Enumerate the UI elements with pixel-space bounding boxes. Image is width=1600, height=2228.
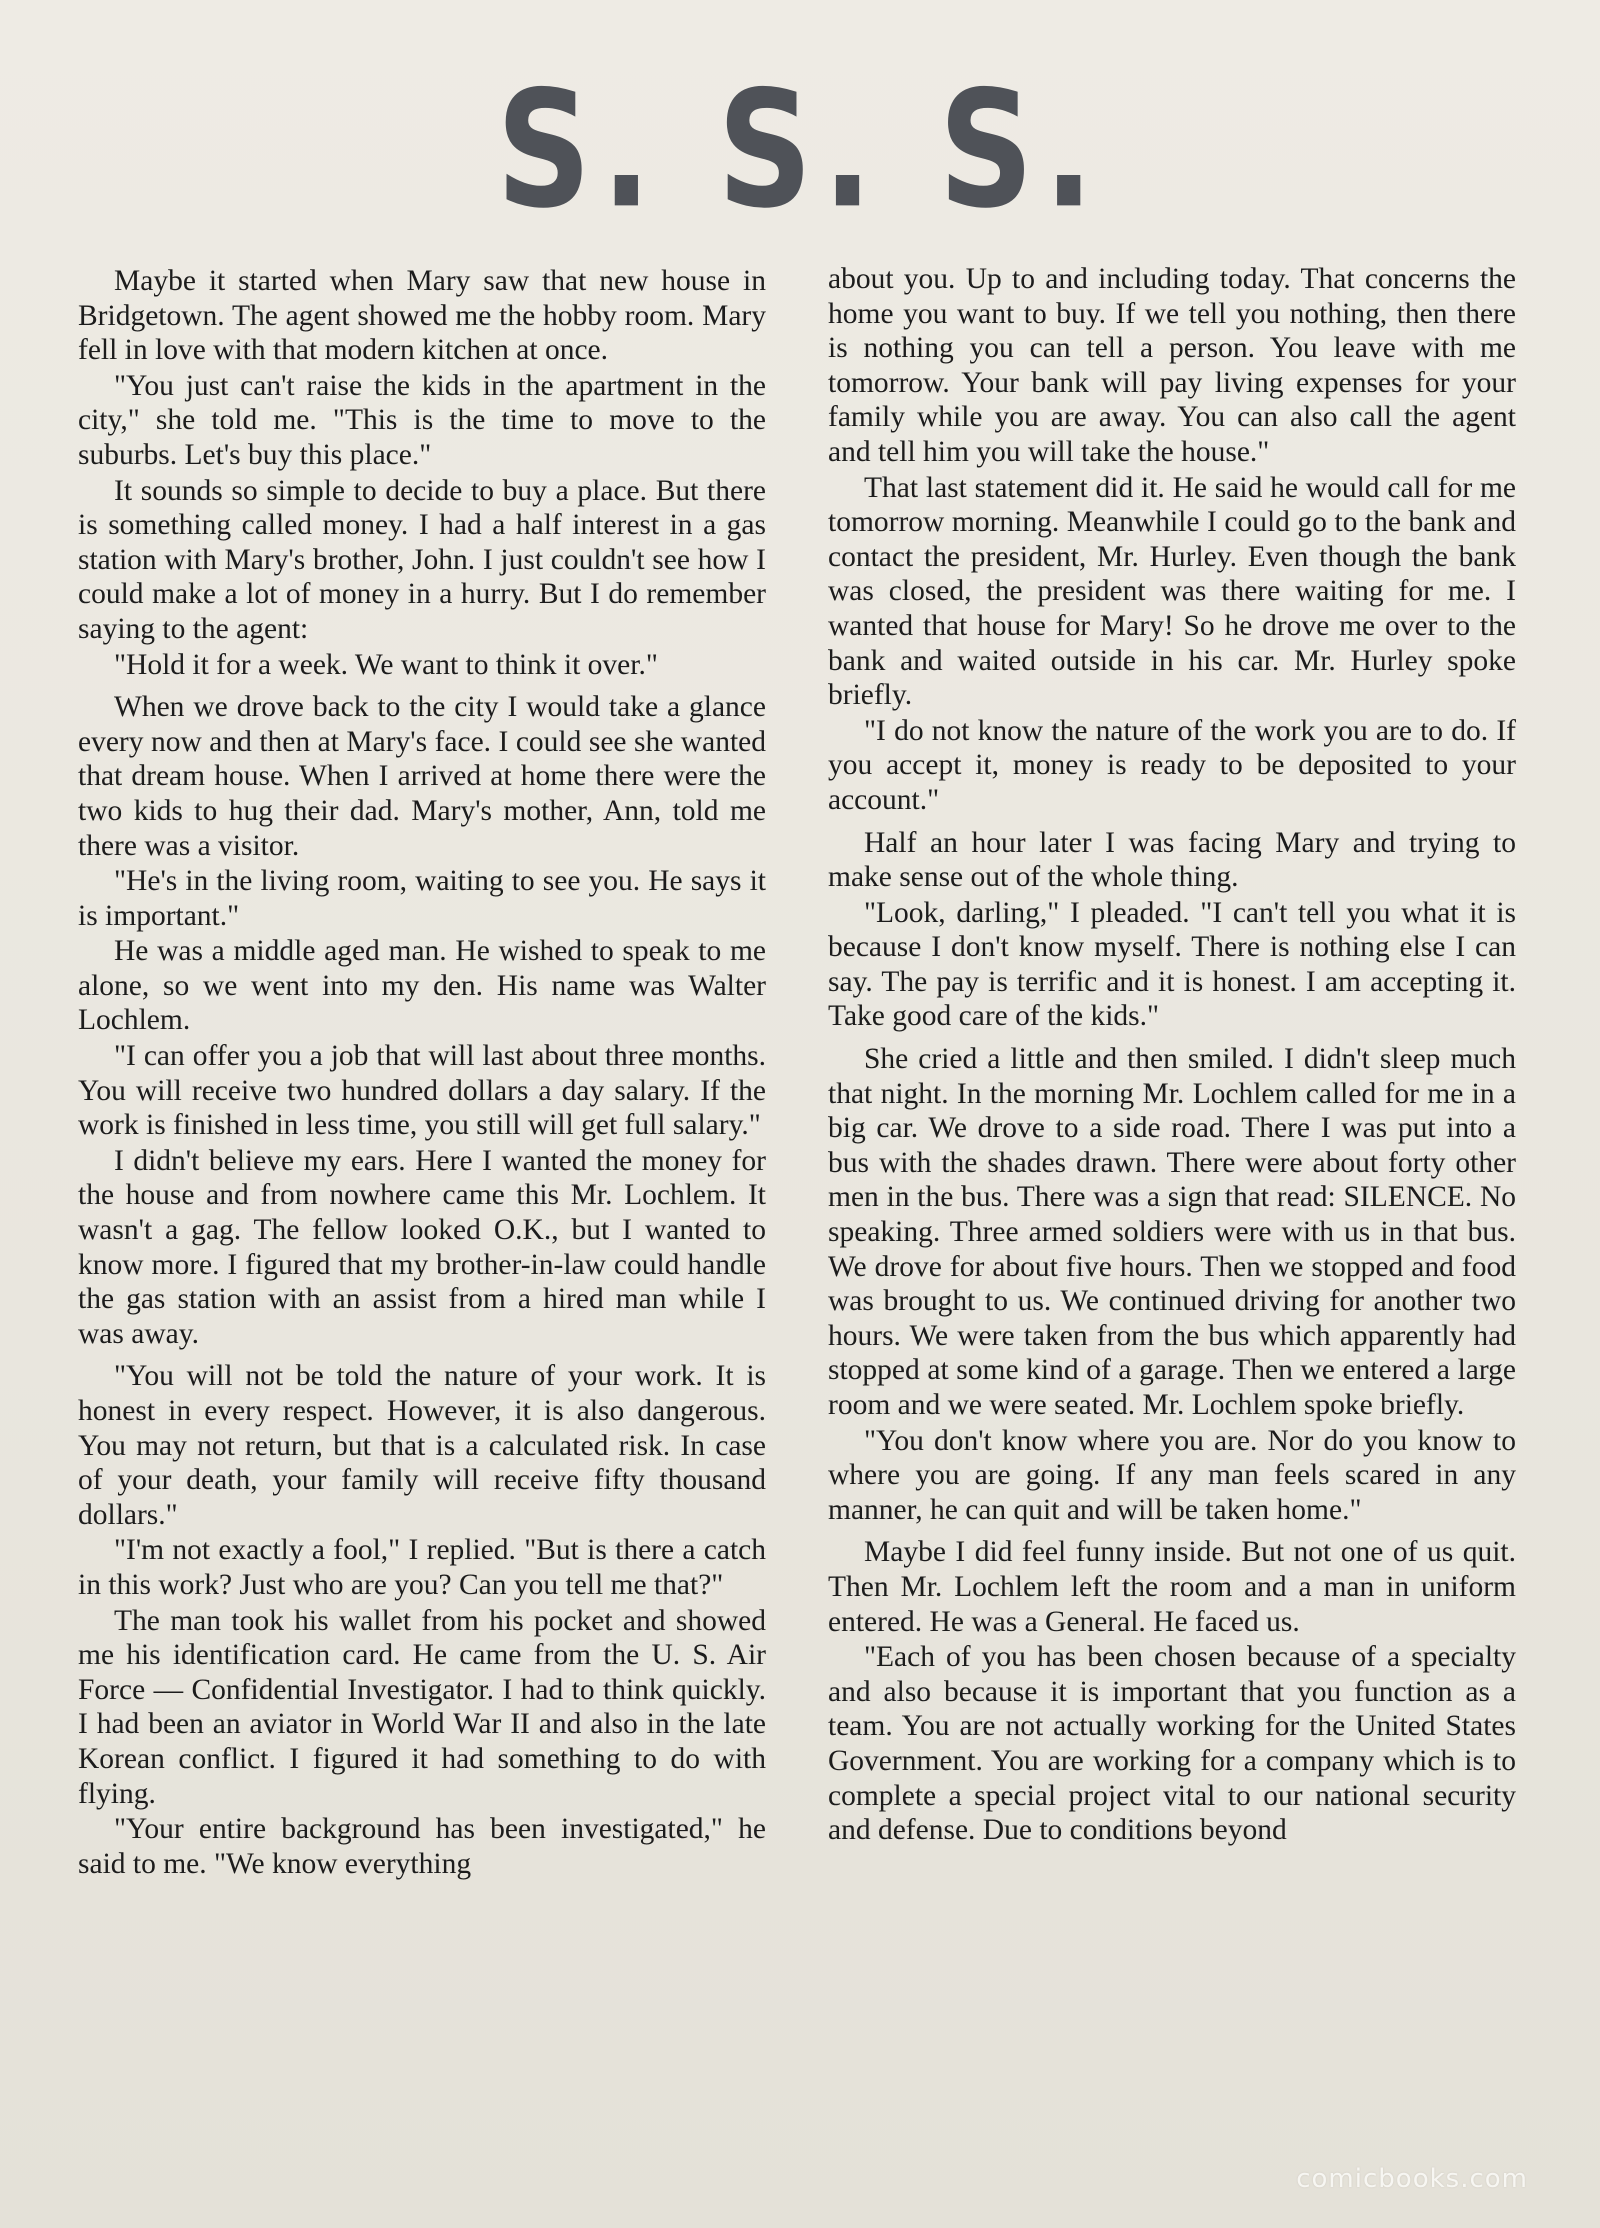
paragraph: "I'm not exactly a fool," I replied. "But is there a catch in this work? Just who are you? Can you tell me that?": [78, 1534, 766, 1601]
paragraph: He was a middle aged man. He wished to speak to me alone, so we went into my den. His name was Walter Lochlem.: [78, 935, 766, 1037]
text-column-left: [78, 264, 766, 1881]
paragraph: That last statement did it. He said he would call for me tomorrow morning. Meanwhile I could go to the bank and contact the president, Mr. Hurley. Even though the bank was closed, the president was there waiting for me. I wanted that house for Mary! So he drove me over to the bank and waited outside in his car. Mr. Hurley spoke briefly.: [828, 471, 1516, 712]
paragraph: Maybe it started when Mary saw that new house in Bridgetown. The agent showed me the hobby room. Mary fell in love with that modern kitchen at once.: [78, 265, 766, 367]
story-title: S. S. S.: [496, 56, 1104, 245]
paragraph: "I do not know the nature of the work you are to do. If you accept it, money is ready to be deposited to your account.": [828, 714, 1516, 816]
paragraph: When we drove back to the city I would take a glance every now and then at Mary's face. I could see she wanted that dream house. When I arrived at home there were the two kids to hug their dad. Mary's mother, Ann, told me there was a visitor.: [78, 691, 766, 862]
text-column-right: [828, 262, 1516, 1848]
paragraph: "Hold it for a week. We want to think it over.": [114, 648, 658, 681]
paragraph: She cried a little and then smiled. I didn't sleep much that night. In the morning Mr. Lochlem called for me in a big car. We drove to a side road. There I was put into a bus with the shades drawn. There were about forty other men in the bus. There was a sign that read: SILENCE. No speaking. Three armed soldiers were with us in that bus. We drove for about five hours. Then we stopped and food was brought to us. We continued driving for another two hours. We were taken from the bus which apparently had stopped at some kind of a garage. Then we entered a large room and we were seated. Mr. Lochlem spoke briefly.: [828, 1043, 1516, 1421]
paragraph: "You just can't raise the kids in the apartment in the city," she told me. "This is the time to move to the suburbs. Let's buy this place.": [78, 369, 766, 471]
paragraph: The man took his wallet from his pocket and showed me his identification card. He came from the U. S. Air Force — Confidential Investigator. I had to think quickly. I had been an aviator in World War II and also in the late Korean conflict. I figured it had something to do with flying.: [78, 1604, 766, 1810]
paragraph: "Look, darling," I pleaded. "I can't tell you what it is because I don't know myself. There is nothing else I can say. The pay is terrific and it is honest. I am accepting it. Take good care of the kids.": [828, 896, 1516, 1033]
paragraph: It sounds so simple to decide to buy a place. But there is something called money. I had a half interest in a gas station with Mary's brother, John. I just couldn't see how I could make a lot of money in a hurry. But I do remember saying to the agent:: [78, 474, 766, 645]
paragraph: "You don't know where you are. Nor do you know to where you are going. If any man feels scared in any manner, he can quit and will be taken home.": [828, 1424, 1516, 1526]
paragraph: Maybe I did feel funny inside. But not one of us quit. Then Mr. Lochlem left the room and a man in uniform entered. He was a General. He faced us.: [828, 1536, 1516, 1638]
paragraph: "I can offer you a job that will last about three months. You will receive two hundred dollars a day salary. If the work is finished in less time, you still will get full salary.": [78, 1040, 766, 1142]
paragraph: "Your entire background has been investigated," he said to me. "We know everything: [78, 1813, 766, 1880]
paragraph: I didn't believe my ears. Here I wanted the money for the house and from nowhere came this Mr. Lochlem. It wasn't a gag. The fellow looked O.K., but I wanted to know more. I figured that my brother-in-law could handle the gas station with an assist from a hired man while I was away.: [78, 1144, 766, 1350]
source-watermark: comicbooks.com: [1296, 2164, 1528, 2194]
paragraph: Half an hour later I was facing Mary and trying to make sense out of the whole thing.: [828, 826, 1516, 894]
paragraph: "He's in the living room, waiting to see you. He says it is important.": [78, 865, 766, 932]
paragraph: "Each of you has been chosen because of a specialty and also because it is important that you function as a team. You are not actually working for the United States Government. You are working for a company which is to complete a special project vital to our national security and defense. Due to conditions beyond: [828, 1641, 1516, 1847]
paragraph: "You will not be told the nature of your work. It is honest in every respect. However, it is also dangerous. You may not return, but that is a calculated risk. In case of your death, your family will receive fifty thousand dollars.": [78, 1360, 766, 1531]
paragraph: about you. Up to and including today. That concerns the home you want to buy. If we tell you nothing, then there is nothing you can tell a person. You leave with me tomorrow. Your bank will pay living expenses for your family while you are away. You can also call the agent and tell him you will take the house.": [828, 263, 1516, 468]
